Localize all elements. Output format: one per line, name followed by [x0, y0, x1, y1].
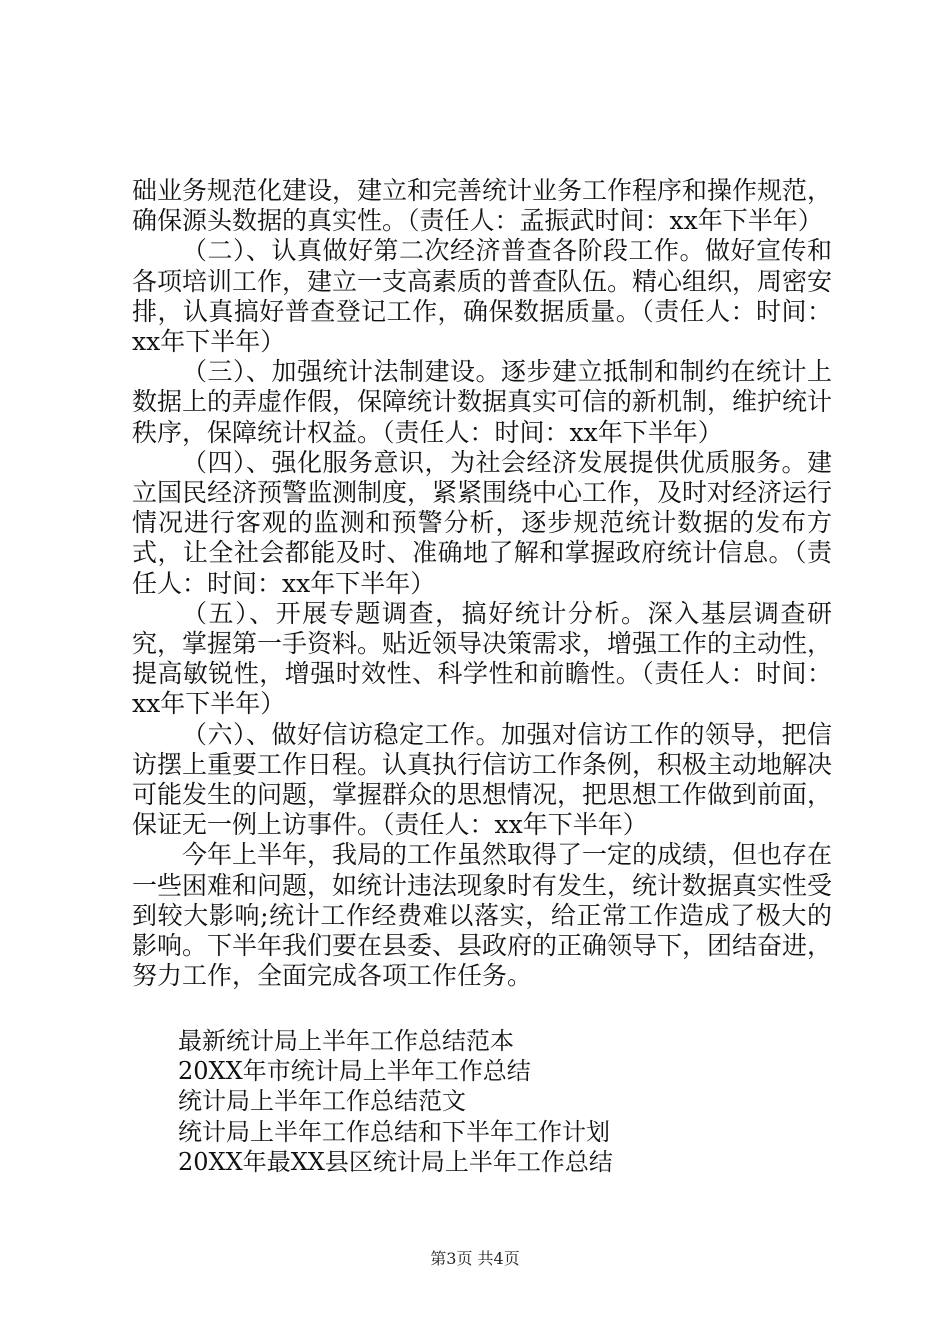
related-link[interactable]: 20XX年最XX县区统计局上半年工作总结 [178, 1147, 613, 1176]
paragraph-section-5: （五）、开展专题调查，搞好统计分析。深入基层调查研究，掌握第一手资料。贴近领导决策需求，增强工作的主动性，提高敏锐性，增强时效性、科学性和前瞻性。（责任人：时间：xx年下半年） [132, 598, 833, 719]
page-number: 第3页 共4页 [430, 1249, 520, 1268]
paragraph-continued: 础业务规范化建设，建立和完善统计业务工作程序和操作规范，确保源头数据的真实性。（责任人：孟振武时间：xx年下半年） [132, 176, 833, 236]
paragraph-section-2: （二）、认真做好第二次经济普查各阶段工作。做好宣传和各项培训工作，建立一支高素质的普查队伍。精心组织，周密安排，认真搞好普查登记工作，确保数据质量。（责任人：时间：xx年下半年） [132, 236, 833, 357]
paragraph-section-3: （三）、加强统计法制建设。逐步建立抵制和制约在统计上数据上的弄虚作假，保障统计数据真实可信的新机制，维护统计秩序，保障统计权益。（责任人：时间：xx年下半年） [132, 357, 833, 447]
related-link[interactable]: 20XX年市统计局上半年工作总结 [178, 1057, 531, 1086]
document-body [132, 176, 832, 991]
paragraph-section-6: （六）、做好信访稳定工作。加强对信访工作的领导，把信访摆上重要工作日程。认真执行信访工作条例，积极主动地解决可能发生的问题，掌握群众的思想情况，把思想工作做到前面，保证无一例上访事件。（责任人：xx年下半年） [132, 719, 833, 840]
related-links [178, 1026, 613, 1177]
related-link[interactable]: 统计局上半年工作总结范文 [178, 1087, 466, 1116]
paragraph-section-4: （四）、强化服务意识，为社会经济发展提供优质服务。建立国民经济预警监测制度，紧紧围绕中心工作，及时对经济运行情况进行客观的监测和预警分析，逐步规范统计数据的发布方式，让全社会都能及时、准确地了解和掌握政府统计信息。（责任人：时间：xx年下半年） [132, 447, 833, 598]
related-link[interactable]: 最新统计局上半年工作总结范本 [178, 1027, 514, 1055]
paragraph-summary: 今年上半年，我局的工作虽然取得了一定的成绩，但也存在一些困难和问题，如统计违法现象时有发生，统计数据真实性受到较大影响;统计工作经费难以落实，给正常工作造成了极大的影响。下半年我们要在县委、县政府的正确领导下，团结奋进，努力工作，全面完成各项工作任务。 [132, 840, 833, 991]
related-link[interactable]: 统计局上半年工作总结和下半年工作计划 [178, 1117, 610, 1146]
